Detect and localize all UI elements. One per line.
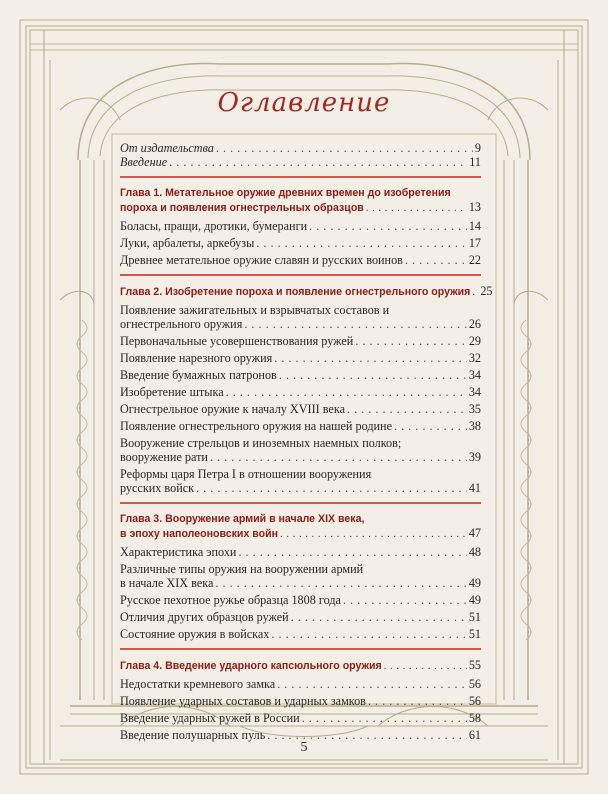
toc-entry-title: Введение бумажных патронов	[120, 368, 277, 382]
toc-leader-dots	[279, 368, 467, 382]
toc-page-number: 32	[468, 351, 481, 365]
toc-page-number: 35	[468, 402, 481, 416]
page-title: Оглавление	[217, 88, 391, 118]
toc-item[interactable]	[120, 419, 481, 433]
page-number: 5	[300, 740, 308, 755]
toc-leader-dots	[347, 402, 467, 416]
toc-entry-title: Луки, арбалеты, аркебузы	[120, 236, 255, 250]
toc-entry-title: Появление нарезного оружия	[120, 351, 273, 365]
toc-page-number: 56	[468, 694, 481, 708]
toc-page-number: 51	[468, 610, 481, 624]
toc-leader-dots	[169, 155, 467, 169]
toc-item[interactable]	[120, 385, 481, 399]
toc-leader-dots	[238, 545, 466, 559]
toc-entry[interactable]	[120, 219, 481, 233]
toc-entry-line: Вооружение стрельцов и иноземных наемных полков;	[120, 436, 402, 450]
toc-entry[interactable]	[120, 334, 481, 348]
toc-leader-dots	[384, 660, 467, 674]
toc-item[interactable]	[120, 351, 481, 365]
toc-entry[interactable]	[120, 368, 481, 382]
toc-item[interactable]	[120, 593, 481, 607]
toc-leader-dots	[274, 351, 467, 365]
toc-item[interactable]	[120, 368, 481, 382]
toc-entry-line: Появление зажигательных и взрывчатых составов и	[120, 303, 390, 317]
toc-leader-dots	[355, 334, 466, 348]
toc-item[interactable]	[120, 545, 481, 559]
chapter-heading[interactable]	[120, 512, 481, 542]
toc-entry-title: Появление ударных составов и ударных замков	[120, 694, 366, 708]
toc-entry-title: пороха и появления огнестрельных образцов	[120, 202, 364, 214]
toc-entry[interactable]	[120, 450, 481, 464]
toc-entry-title: Глава 2. Изобретение пороха и появление огнестрельного оружия	[120, 286, 471, 298]
toc-leader-dots	[405, 253, 467, 267]
toc-entry[interactable]	[120, 526, 481, 542]
toc-entry-line: Реформы царя Петра I в отношении вооружения	[120, 467, 372, 481]
toc-page-number: 29	[468, 334, 481, 348]
chapter-divider	[120, 176, 481, 178]
toc-page-number: 22	[468, 253, 481, 267]
toc-page-number: 11	[469, 155, 481, 169]
toc-leader-dots	[256, 236, 467, 250]
toc-leader-dots	[244, 317, 466, 331]
toc-leader-dots	[472, 286, 478, 300]
toc-item[interactable]	[120, 219, 481, 233]
toc-entry[interactable]	[120, 317, 481, 331]
toc-leader-dots	[196, 481, 467, 495]
toc-item[interactable]	[120, 253, 481, 267]
toc-entry-title: русских войск	[120, 481, 195, 495]
toc-page-number: 56	[468, 677, 481, 691]
toc-page-number: 26	[468, 317, 481, 331]
toc-page-number: 14	[468, 219, 481, 233]
toc-leader-dots	[291, 610, 467, 624]
toc-leader-dots	[216, 141, 473, 155]
toc-entry-title: Русское пехотное ружье образца 1808 года	[120, 593, 341, 607]
toc-leader-dots	[280, 528, 467, 542]
toc-item[interactable]	[120, 694, 481, 708]
toc-page-number: 48	[468, 545, 481, 559]
toc-page-number: 39	[468, 450, 481, 464]
toc-entry-line: Различные типы оружия на вооружении армий	[120, 562, 364, 576]
toc-item[interactable]	[120, 467, 481, 495]
toc-entry[interactable]	[120, 236, 481, 250]
toc-leader-dots	[368, 694, 467, 708]
toc-item[interactable]	[120, 402, 481, 416]
toc-page-number: 47	[468, 526, 481, 540]
toc-page-number: 38	[468, 419, 481, 433]
chapter-heading[interactable]	[120, 658, 481, 674]
toc-entry[interactable]	[120, 351, 481, 365]
toc-entry-title: Боласы, пращи, дротики, бумеранги	[120, 219, 308, 233]
toc-entry-title: Введение полушарных пуль	[120, 728, 266, 742]
toc-entry[interactable]	[120, 694, 481, 708]
toc-entry[interactable]	[120, 593, 481, 607]
chapter-heading[interactable]	[120, 284, 493, 300]
toc-page-number: 49	[468, 576, 481, 590]
toc-entry-title: Введение	[120, 155, 168, 169]
chapter-divider	[120, 502, 481, 504]
toc-entry[interactable]	[120, 419, 481, 433]
toc-entry[interactable]	[120, 253, 481, 267]
toc-item[interactable]	[120, 236, 481, 250]
toc-page-number: 55	[468, 658, 481, 672]
toc-entry-title: Древнее метательное оружие славян и русских воинов	[120, 253, 403, 267]
toc-item[interactable]	[120, 334, 481, 348]
toc-item[interactable]	[120, 436, 481, 464]
toc-entry-title: огнестрельного оружия	[120, 317, 243, 331]
table-of-contents	[120, 141, 493, 745]
toc-entry[interactable]	[120, 200, 481, 216]
toc-entry-title: Глава 4. Введение ударного капсюльного оружия	[120, 660, 382, 672]
toc-item[interactable]	[120, 610, 481, 624]
toc-entry[interactable]	[120, 545, 481, 559]
toc-leader-dots	[302, 711, 467, 725]
toc-entry-title: Огнестрельное оружие к началу XVIII века	[120, 402, 345, 416]
toc-entry[interactable]	[120, 627, 481, 641]
toc-item[interactable]	[120, 711, 481, 725]
toc-entry-title: Характеристика эпохи	[120, 545, 237, 559]
toc-entry[interactable]	[120, 402, 481, 416]
toc-page-number: 25	[480, 284, 493, 298]
toc-leader-dots	[277, 677, 467, 691]
toc-item[interactable]	[120, 562, 481, 590]
toc-item[interactable]	[120, 677, 481, 691]
toc-page-number: 51	[468, 627, 481, 641]
toc-entry-line: Глава 3. Вооружение армий в начале XIX века,	[120, 513, 365, 525]
toc-leader-dots	[226, 385, 467, 399]
toc-item[interactable]	[120, 627, 481, 641]
toc-entry[interactable]	[120, 481, 481, 495]
toc-entry[interactable]	[120, 141, 481, 155]
toc-leader-dots	[309, 219, 467, 233]
toc-page-number: 34	[468, 368, 481, 382]
toc-entry-title: в эпоху наполеоновских войн	[120, 528, 279, 540]
toc-page-number: 17	[468, 236, 481, 250]
toc-page-number: 13	[468, 200, 481, 214]
toc-entry-title: Состояние оружия в войсках	[120, 627, 270, 641]
toc-entry[interactable]	[120, 385, 481, 399]
toc-page-number: 49	[468, 593, 481, 607]
toc-entry[interactable]	[120, 576, 481, 590]
toc-entry-title: Первоначальные усовершенствования ружей	[120, 334, 354, 348]
toc-item[interactable]	[120, 303, 481, 331]
toc-page-number: 34	[468, 385, 481, 399]
toc-page-number: 61	[468, 728, 481, 742]
toc-entry[interactable]	[120, 155, 481, 169]
toc-page-number: 9	[474, 141, 481, 155]
toc-page-number: 58	[468, 711, 481, 725]
toc-entry[interactable]	[120, 284, 493, 300]
toc-leader-dots	[343, 593, 467, 607]
toc-leader-dots	[210, 450, 467, 464]
toc-entry-title: Отличия других образцов ружей	[120, 610, 289, 624]
chapter-divider	[120, 648, 481, 650]
toc-entry-title: вооружение рати	[120, 450, 208, 464]
toc-leader-dots	[366, 202, 467, 216]
toc-page-number: 41	[468, 481, 481, 495]
toc-entry[interactable]	[120, 677, 481, 691]
toc-entry-title: Появление огнестрельного оружия на нашей родине	[120, 419, 392, 433]
toc-leader-dots	[271, 627, 466, 641]
toc-entry[interactable]	[120, 711, 481, 725]
toc-entry[interactable]	[120, 610, 481, 624]
toc-entry-title: От издательства	[120, 141, 214, 155]
toc-entry-line: Глава 1. Метательное оружие древних времен до изобретения	[120, 187, 451, 199]
toc-entry-title: Недостатки кремневого замка	[120, 677, 276, 691]
toc-leader-dots	[215, 576, 466, 590]
toc-entry-title: Введение ударных ружей в России	[120, 711, 300, 725]
chapter-heading[interactable]	[120, 186, 481, 216]
chapter-divider	[120, 274, 481, 276]
toc-entry-title: в начале XIX века	[120, 576, 214, 590]
toc-leader-dots	[394, 419, 467, 433]
toc-entry-title: Изобретение штыка	[120, 385, 224, 399]
toc-entry[interactable]	[120, 658, 481, 674]
